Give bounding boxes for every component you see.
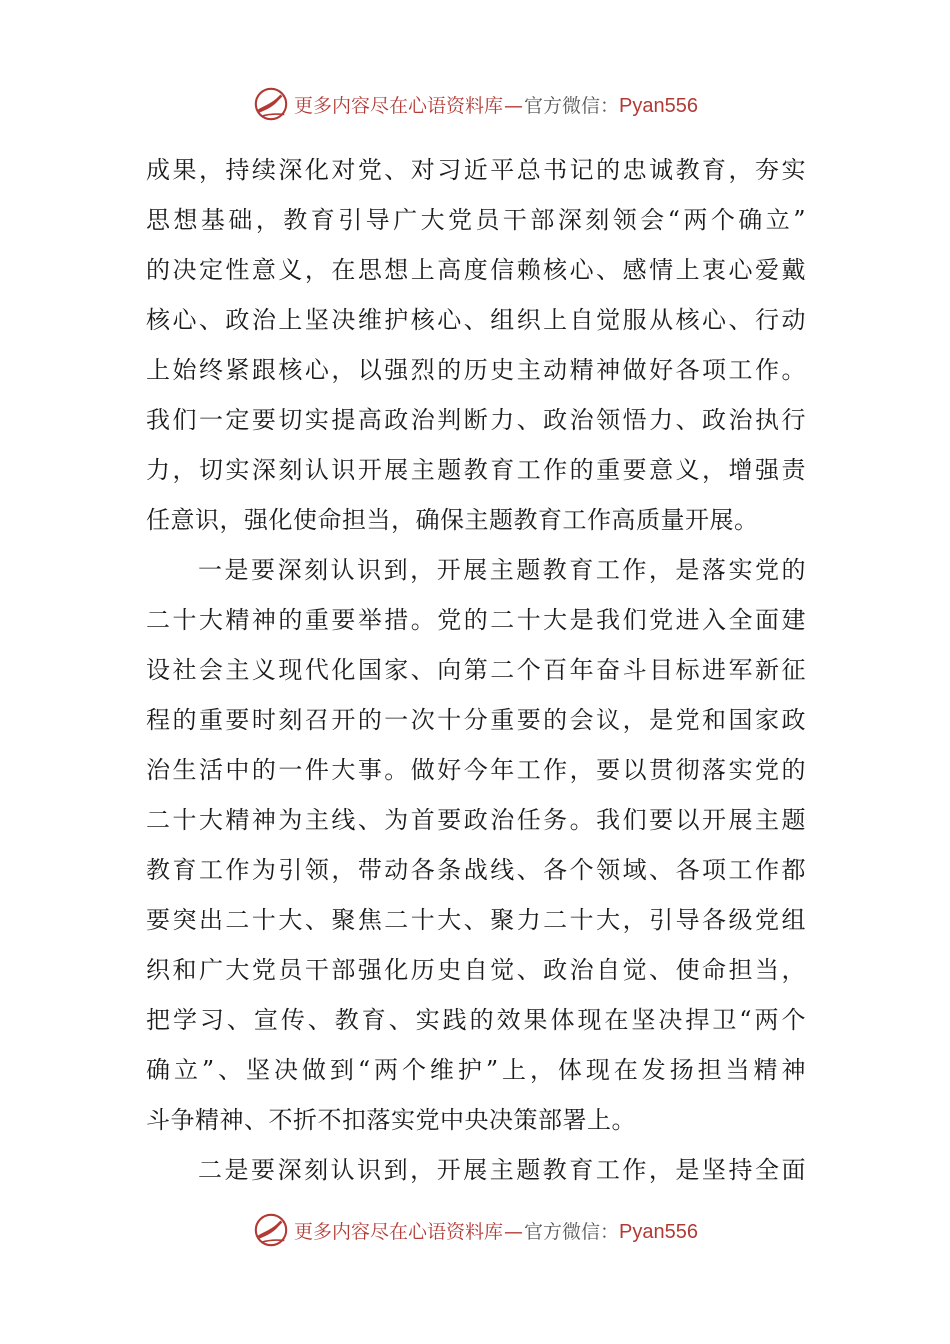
banner-dash: — bbox=[504, 1220, 524, 1243]
text-line: 二十大精神为主线、为首要政治任务。我们要以开展主题 bbox=[146, 806, 806, 834]
text-line: 成果，持续深化对党、对习近平总书记的忠诚教育，夯实 bbox=[146, 156, 806, 184]
pen-logo-icon bbox=[252, 1211, 290, 1249]
text-line: 一是要深刻认识到，开展主题教育工作，是落实党的 bbox=[198, 556, 806, 584]
text-line: 治生活中的一件大事。做好今年工作，要以贯彻落实党的 bbox=[146, 756, 806, 784]
text-line: 的决定性意义，在思想上高度信赖核心、感情上衷心爱戴 bbox=[146, 256, 806, 284]
text-line: 织和广大党员干部强化历史自觉、政治自觉、使命担当， bbox=[146, 956, 806, 984]
text-line: 确立”、坚决做到“两个维护”上，体现在发扬担当精神 bbox=[146, 1056, 806, 1084]
text-line: 要突出二十大、聚焦二十大、聚力二十大，引导各级党组 bbox=[146, 906, 806, 934]
text-line: 程的重要时刻召开的一次十分重要的会议，是党和国家政 bbox=[146, 706, 806, 734]
text-line: 二十大精神的重要举措。党的二十大是我们党进入全面建 bbox=[146, 606, 806, 634]
header-banner bbox=[0, 82, 950, 126]
banner-wechat-label: 官方微信： bbox=[524, 1220, 620, 1243]
text-line: 思想基础，教育引导广大党员干部深刻领会“两个确立” bbox=[146, 206, 806, 234]
banner-dash: — bbox=[504, 94, 524, 117]
text-line: 核心、政治上坚决维护核心、组织上自觉服从核心、行动 bbox=[146, 306, 806, 334]
banner-title: 更多内容尽在心语资料库 bbox=[294, 1220, 504, 1243]
text-line: 二是要深刻认识到，开展主题教育工作，是坚持全面 bbox=[198, 1156, 806, 1184]
text-line: 上始终紧跟核心，以强烈的历史主动精神做好各项工作。 bbox=[146, 356, 806, 384]
text-line: 设社会主义现代化国家、向第二个百年奋斗目标进军新征 bbox=[146, 656, 806, 684]
pen-logo-icon bbox=[252, 85, 290, 123]
document-body bbox=[146, 145, 806, 1195]
banner-wechat-id: Pyan556 bbox=[619, 94, 698, 117]
text-line: 把学习、宣传、教育、实践的效果体现在坚决捍卫“两个 bbox=[146, 1006, 806, 1034]
text-line: 力，切实深刻认识开展主题教育工作的重要意义，增强责 bbox=[146, 456, 806, 484]
text-line: 斗争精神、不折不扣落实党中央决策部署上。 bbox=[146, 1106, 636, 1134]
banner-text bbox=[294, 1217, 698, 1244]
text-line: 任意识，强化使命担当，确保主题教育工作高质量开展。 bbox=[146, 506, 759, 534]
text-line: 教育工作为引领，带动各条战线、各个领域、各项工作都 bbox=[146, 856, 806, 884]
banner-wechat-label: 官方微信： bbox=[524, 94, 620, 117]
footer-banner bbox=[0, 1208, 950, 1252]
banner-wechat-id: Pyan556 bbox=[619, 1220, 698, 1243]
banner-text bbox=[294, 91, 698, 118]
banner-title: 更多内容尽在心语资料库 bbox=[294, 94, 504, 117]
text-line: 我们一定要切实提高政治判断力、政治领悟力、政治执行 bbox=[146, 406, 806, 434]
